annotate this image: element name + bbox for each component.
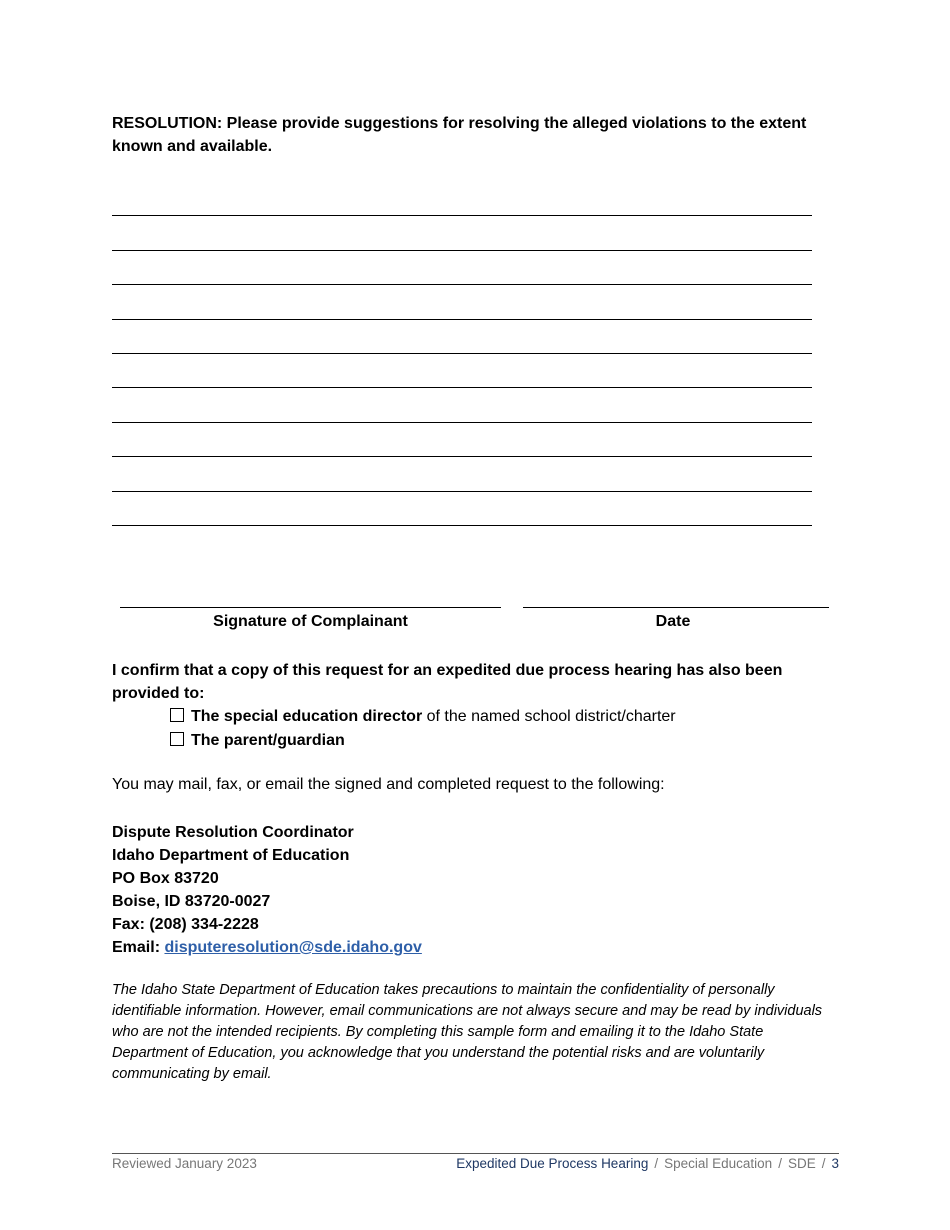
mailing-address-block: [112, 821, 422, 959]
complainant-signature-line[interactable]: [120, 607, 501, 608]
footer-divider: [112, 1153, 839, 1154]
signature-of-complainant-label: Signature of Complainant: [213, 613, 408, 630]
checkbox-item-label: of the named school district/charter: [422, 708, 676, 725]
date-line[interactable]: [523, 607, 829, 608]
answer-line[interactable]: [112, 457, 812, 491]
footer-doc-title: Expedited Due Process Hearing: [456, 1156, 649, 1171]
privacy-disclaimer: The Idaho State Department of Education takes precautions to maintain the confidentiality of personally identifiable information. However, email communications are not always secure and may be read by individuals who are not the intended recipients. By completing this sample form and emailing it to the Idaho State Department of Education, you acknowledge that you understand the potential risks and are voluntarily communicating by email.: [112, 982, 823, 1082]
address-po-box: PO Box 83720: [112, 870, 219, 887]
footer-page-number: 3: [831, 1156, 839, 1171]
checkbox-item-parent-guardian[interactable]: [170, 729, 345, 752]
checkbox[interactable]: [170, 708, 184, 722]
answer-line[interactable]: [112, 251, 812, 285]
footer-reviewed-date: Reviewed January 2023: [112, 1156, 257, 1171]
checkbox-item-special-education-director[interactable]: [170, 705, 676, 728]
checkbox-item-bold-label: The special education director: [191, 708, 423, 725]
mail-instructions: You may mail, fax, or email the signed and completed request to the following:: [112, 776, 665, 793]
email-label: Email:: [112, 939, 161, 956]
footer-separator: /: [778, 1156, 782, 1171]
date-label: Date: [655, 613, 691, 630]
checkbox[interactable]: [170, 732, 184, 746]
answer-line[interactable]: [112, 320, 812, 354]
resolution-heading: RESOLUTION: Please provide suggestions for resolving the alleged violations to the extent known and available.: [112, 115, 807, 155]
answer-line-rule: [112, 525, 812, 526]
footer-separator: /: [821, 1156, 826, 1171]
answer-line[interactable]: [112, 216, 812, 250]
address-title: Dispute Resolution Coordinator: [112, 824, 354, 841]
address-department: Idaho Department of Education: [112, 847, 350, 864]
answer-line[interactable]: [112, 182, 812, 216]
address-email-row: [112, 936, 422, 959]
footer-breadcrumb: [456, 1156, 839, 1171]
email-link[interactable]: disputeresolution@sde.idaho.gov: [164, 939, 422, 956]
answer-line[interactable]: [112, 388, 812, 422]
answer-line[interactable]: [112, 423, 812, 457]
footer-separator: /: [654, 1156, 659, 1171]
confirmation-statement: I confirm that a copy of this request for an expedited due process hearing has also been provided to:: [112, 662, 783, 702]
address-fax: Fax: (208) 334-2228: [112, 916, 259, 933]
answer-line[interactable]: [112, 492, 812, 526]
answer-line[interactable]: [112, 285, 812, 319]
checkbox-item-bold-label: The parent/guardian: [191, 732, 345, 749]
answer-line[interactable]: [112, 354, 812, 388]
footer-section: Special Education: [664, 1156, 773, 1171]
resolution-answer-lines[interactable]: [112, 182, 812, 526]
address-city: Boise, ID 83720-0027: [112, 893, 271, 910]
footer-agency: SDE: [787, 1156, 816, 1171]
